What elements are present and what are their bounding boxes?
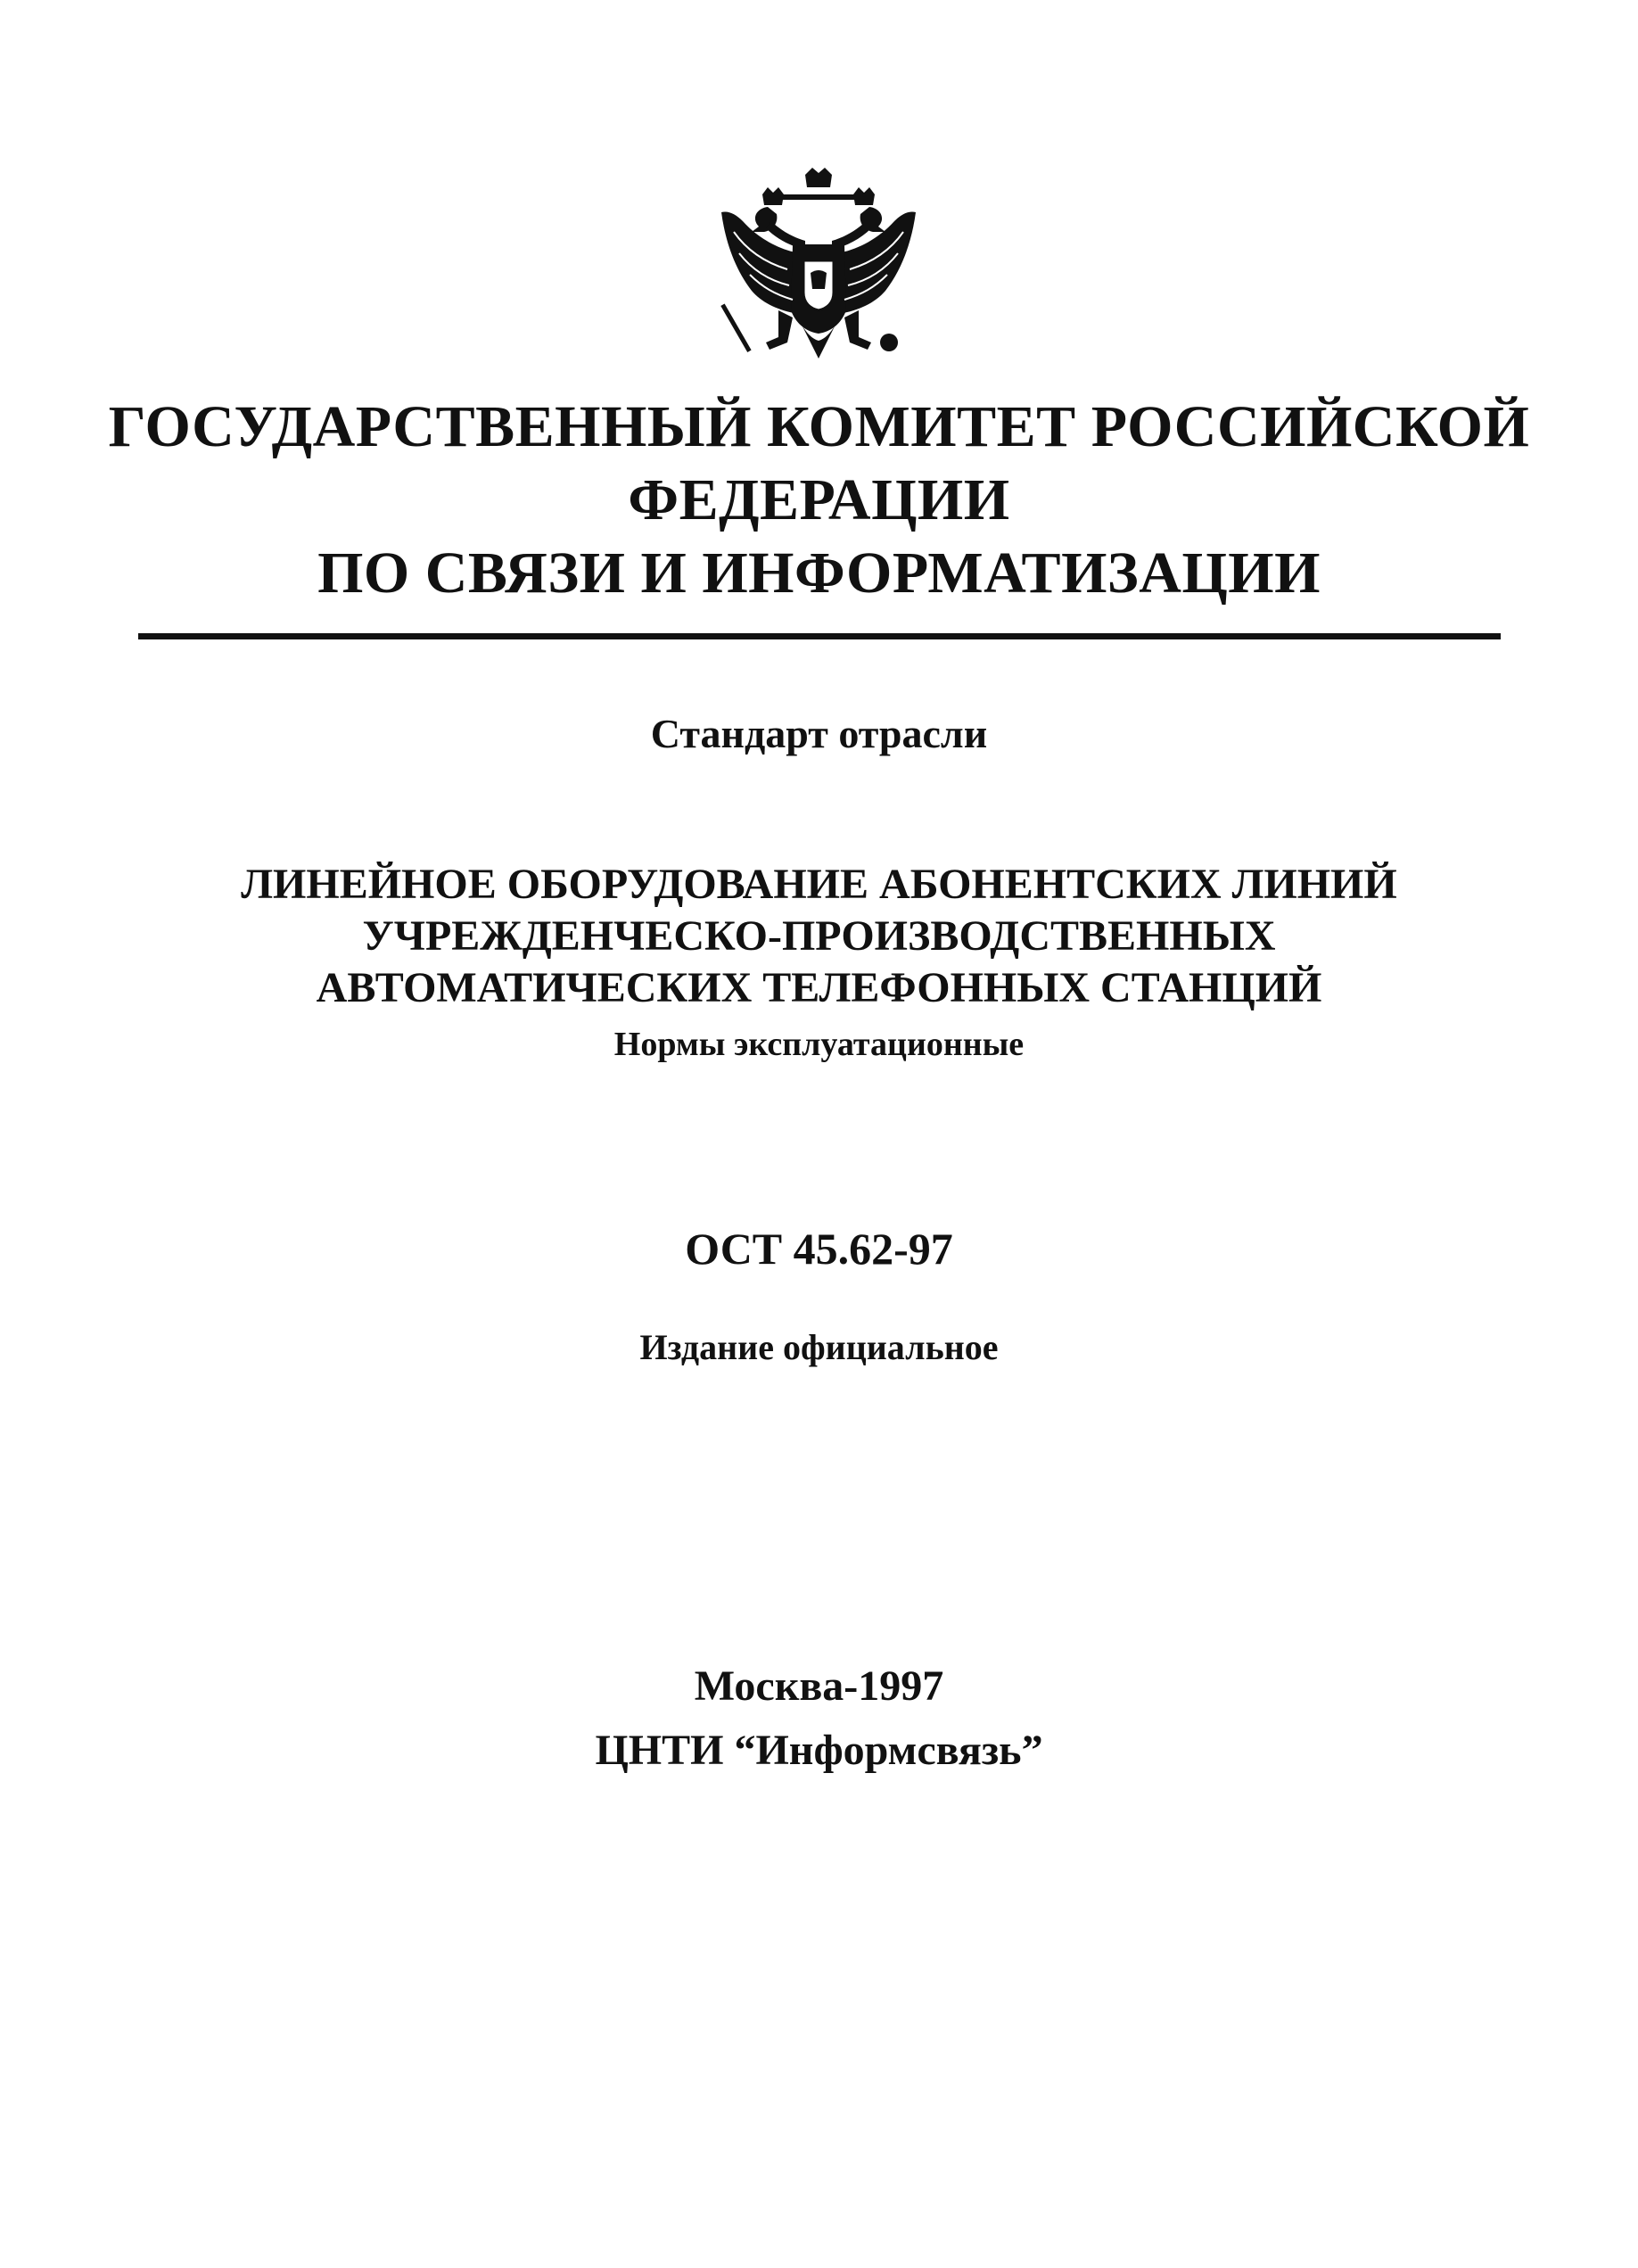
document-title [0, 859, 1638, 1014]
ministry-line-1: ГОСУДАРСТВЕННЫЙ КОМИТЕТ РОССИЙСКОЙ [108, 394, 1530, 459]
document-subtitle: Нормы эксплуатационные [613, 1026, 1025, 1063]
imprint-place-year: Москва-1997 [694, 1662, 944, 1710]
russian-coat-of-arms-icon [716, 168, 921, 366]
imprint-publisher: ЦНТИ “Информсвязь” [595, 1727, 1043, 1774]
horizontal-divider [138, 633, 1501, 639]
ministry-heading [0, 391, 1638, 610]
title-line-1: ЛИНЕЙНОЕ ОБОРУДОВАНИЕ АБОНЕНТСКИХ ЛИНИЙ [241, 861, 1397, 908]
title-line-3: АВТОМАТИЧЕСКИХ ТЕЛЕФОННЫХ СТАНЦИЙ [316, 964, 1322, 1011]
document-code: ОСТ 45.62-97 [685, 1224, 953, 1274]
edition-note: Издание официальное [639, 1327, 999, 1367]
ministry-line-2: ФЕДЕРАЦИИ [628, 467, 1010, 532]
ministry-line-3: ПО СВЯЗИ И ИНФОРМАТИЗАЦИИ [317, 540, 1321, 606]
standard-type: Стандарт отрасли [650, 711, 988, 756]
imprint [0, 1654, 1638, 1783]
title-line-2: УЧРЕЖДЕНЧЕСКО-ПРОИЗВОДСТВЕННЫХ [362, 912, 1276, 960]
